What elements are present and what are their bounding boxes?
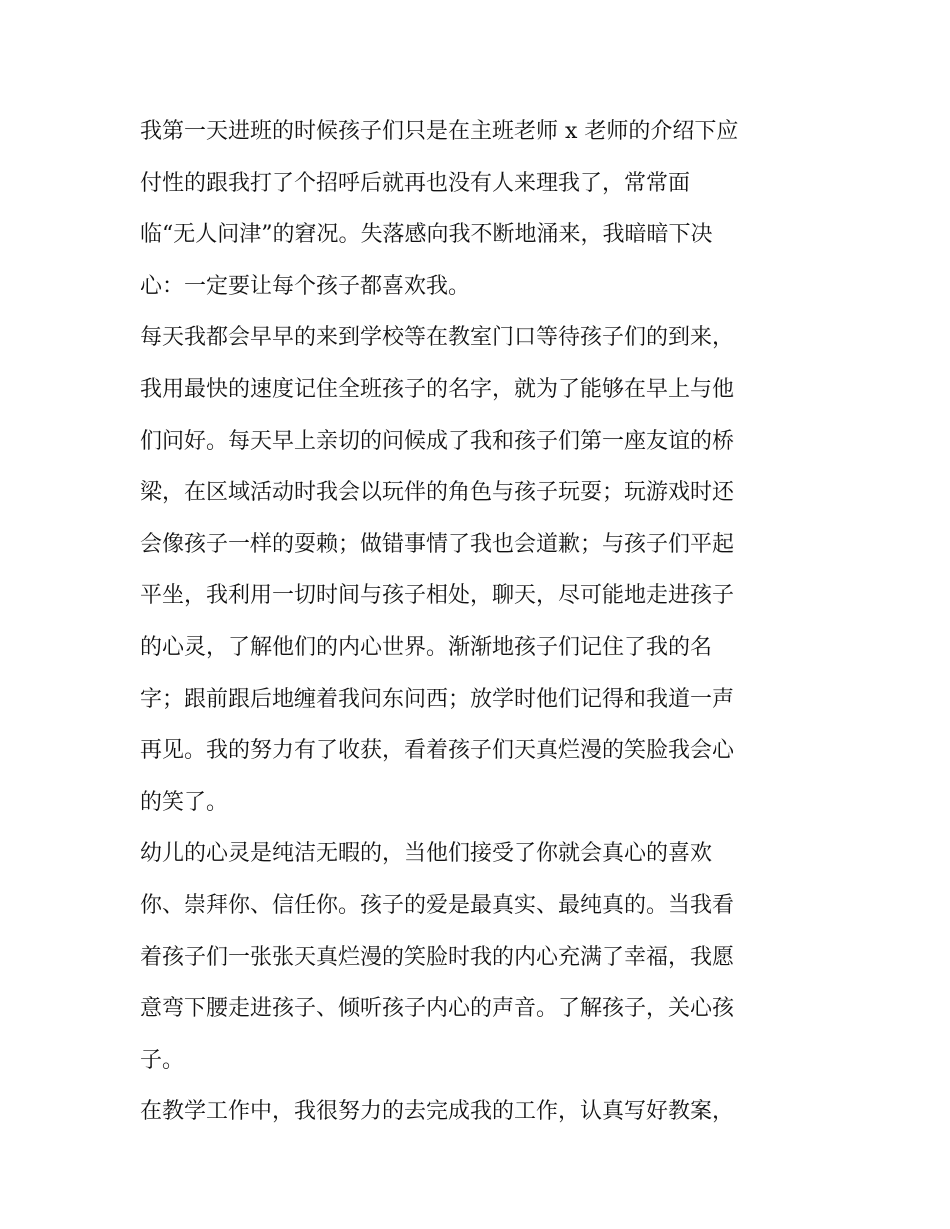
text-line: 临“无人问津”的窘况。失落感向我不断地涌来，我暗暗下决 [140, 222, 713, 248]
text-line: 的笑了。 [140, 789, 229, 815]
text-line: 字；跟前跟后地缠着我问东问西；放学时他们记得和我道一声 [140, 686, 735, 712]
text-line: 在教学工作中，我很努力的去完成我的工作，认真写好教案， [140, 1099, 735, 1125]
text-line: 平坐，我利用一切时间与孩子相处，聊天，尽可能地走进孩子 [140, 583, 735, 609]
text-line: 再见。我的努力有了收获，看着孩子们天真烂漫的笑脸我会心 [140, 738, 735, 764]
text-line: 我第一天进班的时候孩子们只是在主班老师 x 老师的介绍下应 [140, 119, 739, 144]
text-line: 我用最快的速度记住全班孩子的名字，就为了能够在早上与他 [140, 376, 735, 402]
text-line: 付性的跟我打了个招呼后就再也没有人来理我了，常常面 [140, 170, 691, 196]
text-line: 梁，在区域活动时我会以玩伴的角色与孩子玩耍；玩游戏时还 [140, 480, 735, 506]
document-body [140, 106, 830, 1138]
text-line: 的心灵，了解他们的内心世界。渐渐地孩子们记住了我的名 [140, 634, 713, 660]
text-line: 着孩子们一张张天真烂漫的笑脸时我的内心充满了幸福，我愿 [140, 944, 735, 970]
text-line: 意弯下腰走进孩子、倾听孩子内心的声音。了解孩子，关心孩 [140, 996, 735, 1022]
text-line: 子。 [140, 1047, 185, 1073]
text-line: 会像孩子一样的耍赖；做错事情了我也会道歉；与孩子们平起 [140, 531, 735, 557]
text-line: 心：一定要让每个孩子都喜欢我。 [140, 273, 471, 299]
text-line: 幼儿的心灵是纯洁无暇的，当他们接受了你就会真心的喜欢 [140, 841, 713, 867]
text-line: 每天我都会早早的来到学校等在教室门口等待孩子们的到来， [140, 325, 735, 351]
text-line: 你、崇拜你、信任你。孩子的爱是最真实、最纯真的。当我看 [140, 892, 735, 918]
text-line: 们问好。每天早上亲切的问候成了我和孩子们第一座友谊的桥 [140, 428, 735, 454]
